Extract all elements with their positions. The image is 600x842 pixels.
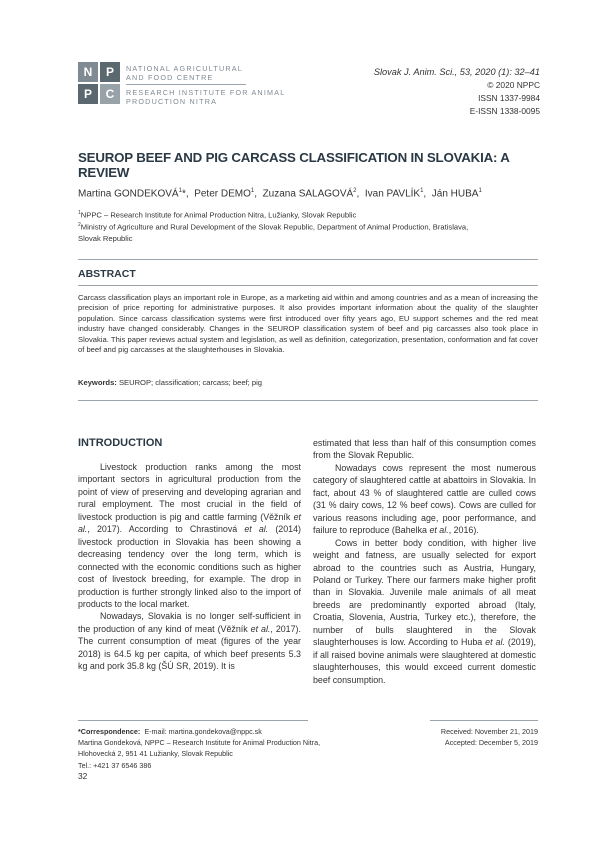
journal-eissn: E-ISSN 1338-0095 [469, 106, 540, 116]
article-dates [441, 726, 538, 748]
paragraph: Nowadays, Slovakia is no longer self-sufficient in the production of any kind of meat (Věžník et al., 2017). The current consumption of meat (figures of the year 2018) is 64.5 kg per capita, of which beef presents 5.3 kg and pork 35.8 kg (ŠÚ SR, 2019). It is [78, 611, 301, 672]
received-date: Received: November 21, 2019 [440, 727, 538, 736]
author-name: Ivan PAVLÍK [364, 188, 421, 200]
logo-letter-p: P [78, 84, 98, 104]
correspondence-address: Martina Gondeková, NPPC – Research Institute for Animal Production Nitra, [78, 738, 321, 748]
nppc-logo [78, 62, 120, 104]
logo-divider [126, 84, 246, 85]
page-number: 32 [78, 771, 88, 781]
article-title: SEUROP BEEF AND PIG CARCASS CLASSIFICATION IN SLOVAKIA: A REVIEW [78, 150, 510, 180]
section-divider [78, 285, 538, 286]
journal-issn: ISSN 1337-9984 [478, 93, 540, 103]
author-affil: 1 [250, 188, 255, 194]
correspondence-address: Hlohovecká 2, 951 41 Lužianky, Slovak Republic [78, 749, 233, 759]
author-list: Martina GONDEKOVÁ$^1$*, Peter DEMO$^1$, Zuzana SALAGOVÁ$^2$, Ivan PAVLÍK$^1$, Ján HUBA$^1$ [78, 188, 482, 200]
footnote-divider [78, 720, 308, 721]
paragraph: Livestock production ranks among the most important sectors in agricultural production from the point of view of preserving and developing agrarian and rural employment. The most crucial in the field of livestock production is pig and cattle farming (Věžník et al., 2017). According to Chrastinová et al. (2014) livestock production in Slovakia has been showing a decreasing tendency over the long term, which is connected with the economic conditions such as higher cost of livestock breeding, for example. The drop in production is further strongly linked also to the import of products to the local market. [78, 462, 301, 609]
affiliation-1 [78, 208, 538, 221]
author-affil: 1 [478, 188, 482, 194]
keywords-list: SEUROP; classification; carcass; beef; pig [118, 378, 263, 387]
affil-number: 1 [78, 210, 81, 216]
abstract-heading: ABSTRACT [78, 268, 136, 280]
left-column [78, 461, 301, 673]
logo-line-2: AND FOOD CENTRE [126, 73, 214, 82]
affil-number: 2 [78, 222, 81, 228]
corresponding-mark: * [181, 188, 186, 200]
logo-line-3: RESEARCH INSTITUTE FOR ANIMAL [126, 88, 286, 97]
section-divider [78, 259, 538, 260]
author-affil: 1 [420, 188, 424, 194]
correspondence-footnote [78, 726, 320, 771]
author-name: Ján HUBA [431, 188, 479, 200]
author-affil: 2 [353, 188, 357, 194]
accepted-date: Accepted: December 5, 2019 [444, 738, 538, 748]
keywords-label: Keywords: [78, 378, 117, 387]
author-affil: 1 [178, 188, 182, 194]
dates-divider [430, 720, 538, 721]
paragraph: Cows in better body condition, with higher live weight and fatness, are usually selected for export abroad to the countries such as Austria, Hungary, Poland or Turkey. There our farmers make higher profit than in Slovakia. Juvenile male animals of all meat breeds are predominantly exported abroad (Italy, Croatia, Slovenia, Austria, Turkey etc.), therefore, the number of bulls slaughtered in the Slovak slaughterhouses is low. According to Huba et al. (2019), if all raised bovine animals were slaughtered at domestic slaughterhouses, this would exceed current domestic beef consumption. [313, 537, 536, 685]
journal-info [374, 66, 540, 118]
right-column [313, 437, 536, 686]
logo-line-1: NATIONAL AGRICULTURAL [126, 64, 243, 73]
correspondence-email: E-mail: martina.gondekova@nppc.sk [144, 727, 262, 736]
correspondence-phone: Tel.: +421 37 6546 386 [78, 760, 152, 770]
affil-text: Slovak Republic [78, 233, 133, 243]
keywords [78, 378, 262, 387]
journal-copyright: © 2020 NPPC [487, 80, 540, 90]
author-name: Martina GONDEKOVÁ [78, 188, 179, 200]
author-name: Zuzana SALAGOVÁ [262, 188, 354, 200]
logo-letter-p: P [100, 62, 120, 82]
logo-letter-c: C [100, 84, 120, 104]
affil-text: NPPC – Research Institute for Animal Production Nitra, Lužianky, Slovak Republic [80, 210, 357, 220]
intro-heading: INTRODUCTION [78, 437, 163, 449]
abstract-text: Carcass classification plays an important role in Europe, as a marketing aid within and among countries and as a mean of increasing the precision of price reporting for administrative purposes. It also provides important information about the quality of the slaughter population. Since carcass classification systems were first introduced over fifty years ago, EU support schemes and the red meat industry have changed considerably. Changes in the SEUROP classification system of beef and pig carcasses also took place in Slovakia. This paper reviews actual system and legislation, as well as definition, categorization, presentation, conformation and fat cover of beef and pig carcasses at the slaughterhouses in Slovakia. [78, 293, 538, 355]
journal-citation: Slovak J. Anim. Sci., 53, 2020 (1): 32–41 [373, 67, 540, 77]
paragraph: Nowadays cows represent the most numerous category of slaughtered cattle at abattoirs in Slovakia. In fact, about 43 % of slaughtered cattle are culled cows (31 % dairy cows, 12 % beef cows). Cows are culled for various reasons including age, poor performance, and failure to reproduce (Bahelka et al., 2016). [313, 462, 536, 536]
affiliation-2 [78, 220, 538, 244]
author-name: Peter DEMO [194, 188, 251, 200]
paragraph: estimated that less than half of this consumption comes from the Slovak Republic. [313, 438, 536, 461]
section-divider [78, 400, 538, 401]
logo-line-4: PRODUCTION NITRA [126, 97, 218, 106]
logo-letter-n: N [78, 62, 98, 82]
correspondence-label: *Correspondence: [78, 727, 141, 736]
affil-text: Ministry of Agriculture and Rural Development of the Slovak Republic, Department of Animal Production, Bratislava, [80, 222, 469, 232]
